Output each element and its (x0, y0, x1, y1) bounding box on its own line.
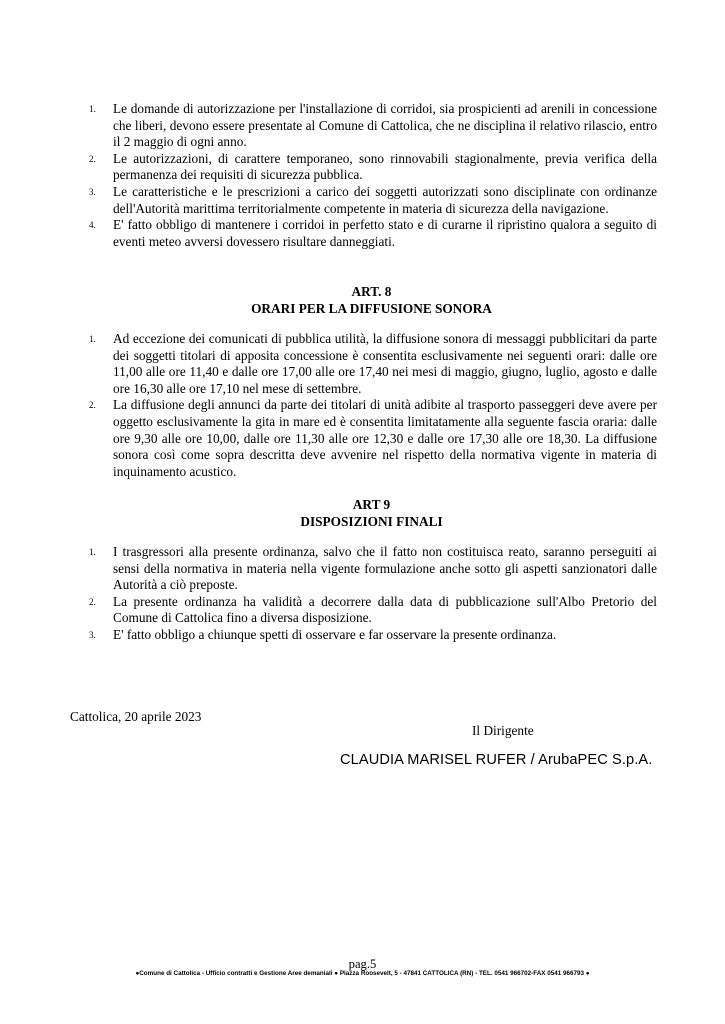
item-number: 2. (89, 153, 96, 164)
item-number: 1. (89, 547, 96, 557)
article-9-list (86, 544, 657, 644)
item-number: 3. (89, 186, 96, 197)
list-item (86, 217, 657, 250)
place-and-date: Cattolica, 20 aprile 2023 (70, 709, 202, 724)
list-item (86, 594, 657, 627)
list-item (86, 397, 657, 480)
item-number: 2. (89, 400, 96, 411)
article-number: ART 9 (352, 497, 391, 512)
item-text: Le domande di autorizzazione per l'installazione di corridoi, sia prospicienti ad arenili in concessione che liberi, devono essere presentate al Comune di Cattolica, che ne disciplina il relativo rilascio, entro il 2 maggio di ogni anno. (113, 101, 657, 150)
signer-name: CLAUDIA MARISEL RUFER / ArubaPEC S.p.A. (340, 752, 653, 768)
list-item (86, 101, 657, 151)
article-9-heading (86, 496, 657, 530)
item-text: La diffusione degli annunci da parte dei titolari di unità adibite al trasporto passeggeri deve avere per oggetto esclusivamente la gita in mare ed è consentita limitatamente alla seguente fascia oraria: dalle ore 9,30 alle ore 10,00, dalle ore 11,30 alle ore 12,30 e dalle ore 17,30 alle ore 18,30. La diffusione sonora così come sopra descritta deve avvenire nel rispetto della normativa vigente in materia di inquinamento acustico. (113, 397, 657, 479)
item-text: I trasgressori alla presente ordinanza, salvo che il fatto non costituisca reato, saranno perseguiti ai sensi della normativa in materia nella vigente formulazione anche sotto gli aspetti sanzionatori dalle Autorità a ciò preposte. (113, 544, 657, 593)
signer-role: Il Dirigente (472, 723, 534, 738)
item-number: 4. (89, 220, 96, 231)
item-number: 1. (89, 104, 96, 114)
item-text: E' fatto obbligo di mantenere i corridoi in perfetto stato e di curarne il ripristino qualora a seguito di eventi meteo avversi dovessero risultare danneggiati. (113, 217, 657, 249)
item-text: E' fatto obbligo a chiunque spetti di osservare e far osservare la presente ordinanza. (113, 626, 557, 642)
item-text: Ad eccezione dei comunicati di pubblica utilità, la diffusione sonora di messaggi pubblicitari da parte dei soggetti titolari di apposita concessione è consentita esclusivamente nei seguenti orari: dalle ore 11,00 alle ore 11,40 e dalle ore 17,00 alle ore 17,40 nei mesi di maggio, giugno, luglio, agosto e dalle ore 16,30 alle ore 17,10 nel mese di settembre. (113, 331, 657, 396)
article-7-list (86, 101, 657, 250)
item-number: 3. (89, 629, 96, 640)
page-number: pag.5 (348, 957, 377, 971)
item-text: Le autorizzazioni, di carattere temporaneo, sono rinnovabili stagionalmente, previa verifica della permanenza dei requisiti di sicurezza pubblica. (113, 150, 657, 183)
list-item (86, 151, 657, 184)
article-8-heading (86, 283, 657, 317)
item-text: Le caratteristiche e le prescrizioni a carico dei soggetti autorizzati sono disciplinate con ordinanze dell'Autorità marittima territorialmente competente in materia di sicurezza della navigazione. (113, 183, 657, 216)
item-text: La presente ordinanza ha validità a decorrere dalla data di pubblicazione sull'Albo Pretorio del Comune di Cattolica fino a diversa disposizione. (113, 593, 657, 626)
article-8-list (86, 331, 657, 480)
article-title: DISPOSIZIONI FINALI (300, 514, 443, 529)
article-number: ART. 8 (351, 284, 392, 299)
page-footer: ●Comune di Cattolica - Ufficio contratti e Gestione Aree demaniali ● Piazza Roosevelt, 5 - 47841 CATTOLICA (RN) - TEL. 0541 966702-FAX 0541 966793 ● (135, 970, 590, 977)
article-title: ORARI PER LA DIFFUSIONE SONORA (251, 301, 492, 316)
list-item (86, 331, 657, 397)
item-number: 2. (89, 596, 96, 607)
list-item (86, 544, 657, 594)
list-item (86, 184, 657, 217)
item-number: 1. (89, 334, 96, 344)
list-item (86, 627, 657, 644)
